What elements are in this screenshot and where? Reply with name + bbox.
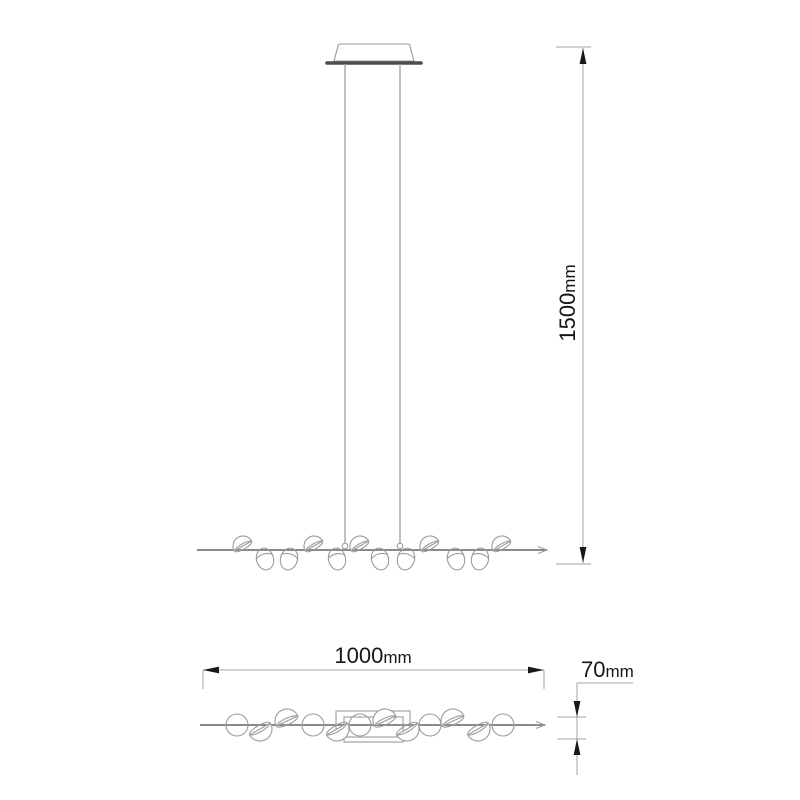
shade-opening <box>255 552 273 560</box>
height-unit: mm <box>560 264 579 293</box>
width-dimension-label <box>334 643 411 668</box>
depth-unit: mm <box>605 662 634 681</box>
front-shade-down <box>248 720 277 746</box>
arrowhead-left <box>203 667 219 674</box>
width-unit: mm <box>383 648 412 667</box>
shade-opening <box>328 552 345 560</box>
width-value: 1000 <box>334 643 384 668</box>
dimension-depth <box>557 657 634 775</box>
rod-connector <box>342 543 348 549</box>
dimension-height <box>555 47 591 564</box>
arrowhead-right <box>528 667 544 674</box>
shade-opening <box>281 552 299 560</box>
arrowhead-up <box>580 48 587 64</box>
arrowhead-down-small <box>574 701 581 717</box>
depth-dimension-label <box>581 657 634 682</box>
shade-opening <box>472 552 489 560</box>
shade-opening <box>370 552 388 560</box>
rod-connector <box>397 543 403 549</box>
shade-opening <box>398 552 416 560</box>
arrowhead-down <box>580 547 587 563</box>
depth-value: 70 <box>581 657 606 682</box>
height-value: 1500 <box>555 292 580 342</box>
ceiling-canopy <box>334 44 414 61</box>
shade-opening <box>446 552 464 560</box>
arrowhead-up-small <box>574 739 581 755</box>
side-elevation-view <box>197 44 547 572</box>
height-dimension-label <box>555 264 580 341</box>
front-shade-down <box>466 720 495 746</box>
dimension-width <box>203 643 544 689</box>
front-elevation-view <box>200 705 545 745</box>
